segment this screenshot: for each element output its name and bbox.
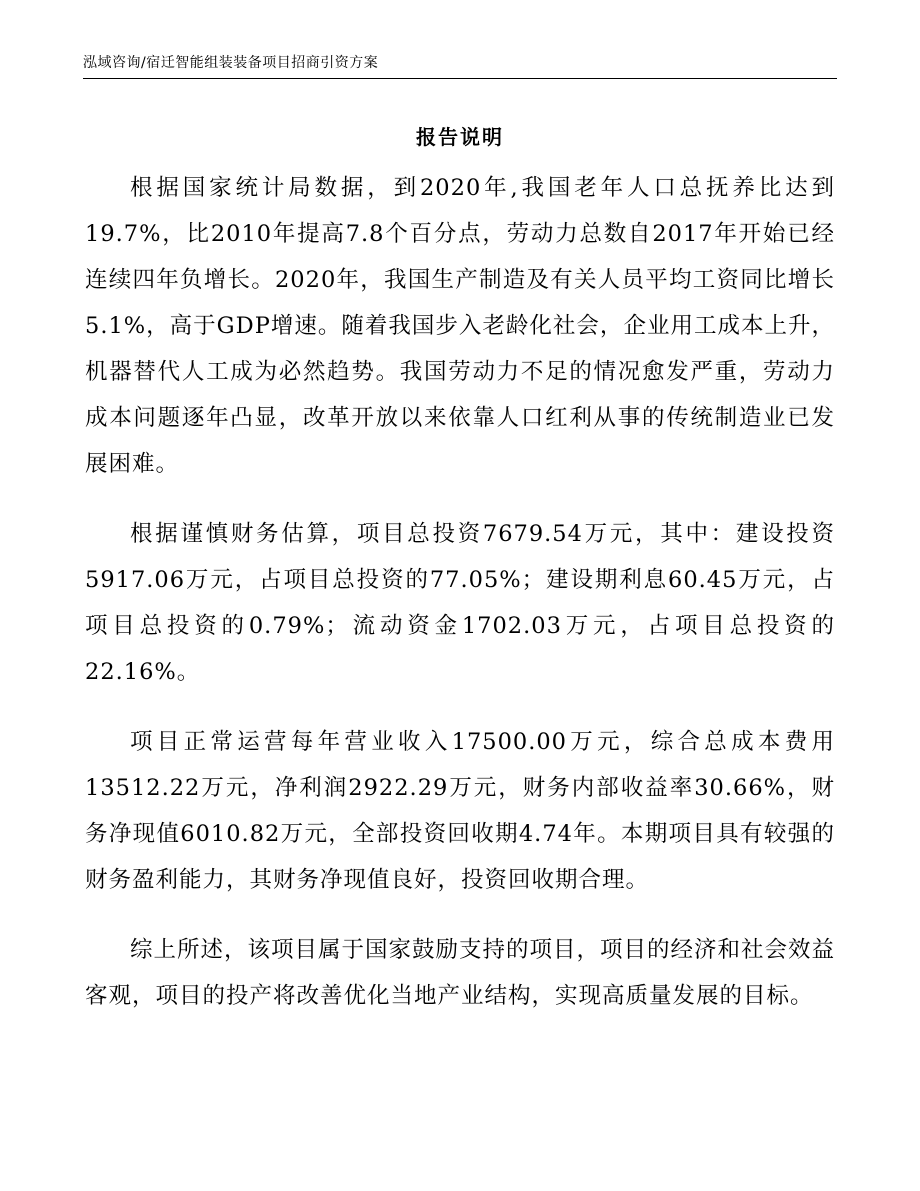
paragraph-financial-returns: 项目正常运营每年营业收入17500.00万元，综合总成本费用13512.22万元，净利润2922.29万元，财务内部收益率30.66%，财务净现值6010.82万元，全部投资回收期4.74年。本期项目具有较强的财务盈利能力，其财务净现值良好，投资回收期合理。: [85, 729, 835, 893]
document-body: [85, 165, 835, 1043]
header-divider: [83, 78, 837, 79]
running-header: 泓域咨询/宿迁智能组装装备项目招商引资方案: [83, 55, 379, 71]
page-title: 报告说明: [416, 125, 504, 149]
paragraph-conclusion: 综上所述，该项目属于国家鼓励支持的项目，项目的经济和社会效益客观，项目的投产将改善优化当地产业结构，实现高质量发展的目标。: [85, 937, 836, 1009]
paragraph-labor-background: 根据国家统计局数据，到2020年,我国老年人口总抚养比达到19.7%，比2010年提高7.8个百分点，劳动力总数自2017年开始已经连续四年负增长。2020年，我国生产制造及有关人员平均工资同比增长5.1%，高于GDP增速。随着我国步入老龄化社会，企业用工成本上升，机器替代人工成为必然趋势。我国劳动力不足的情况愈发严重，劳动力成本问题逐年凸显，改革开放以来依靠人口红利从事的传统制造业已发展困难。: [85, 175, 835, 477]
paragraph-investment-estimate: 根据谨慎财务估算，项目总投资7679.54万元，其中：建设投资5917.06万元，占项目总投资的77.05%；建设期利息60.45万元，占项目总投资的0.79%；流动资金1702.03万元，占项目总投资的22.16%。: [85, 521, 835, 685]
